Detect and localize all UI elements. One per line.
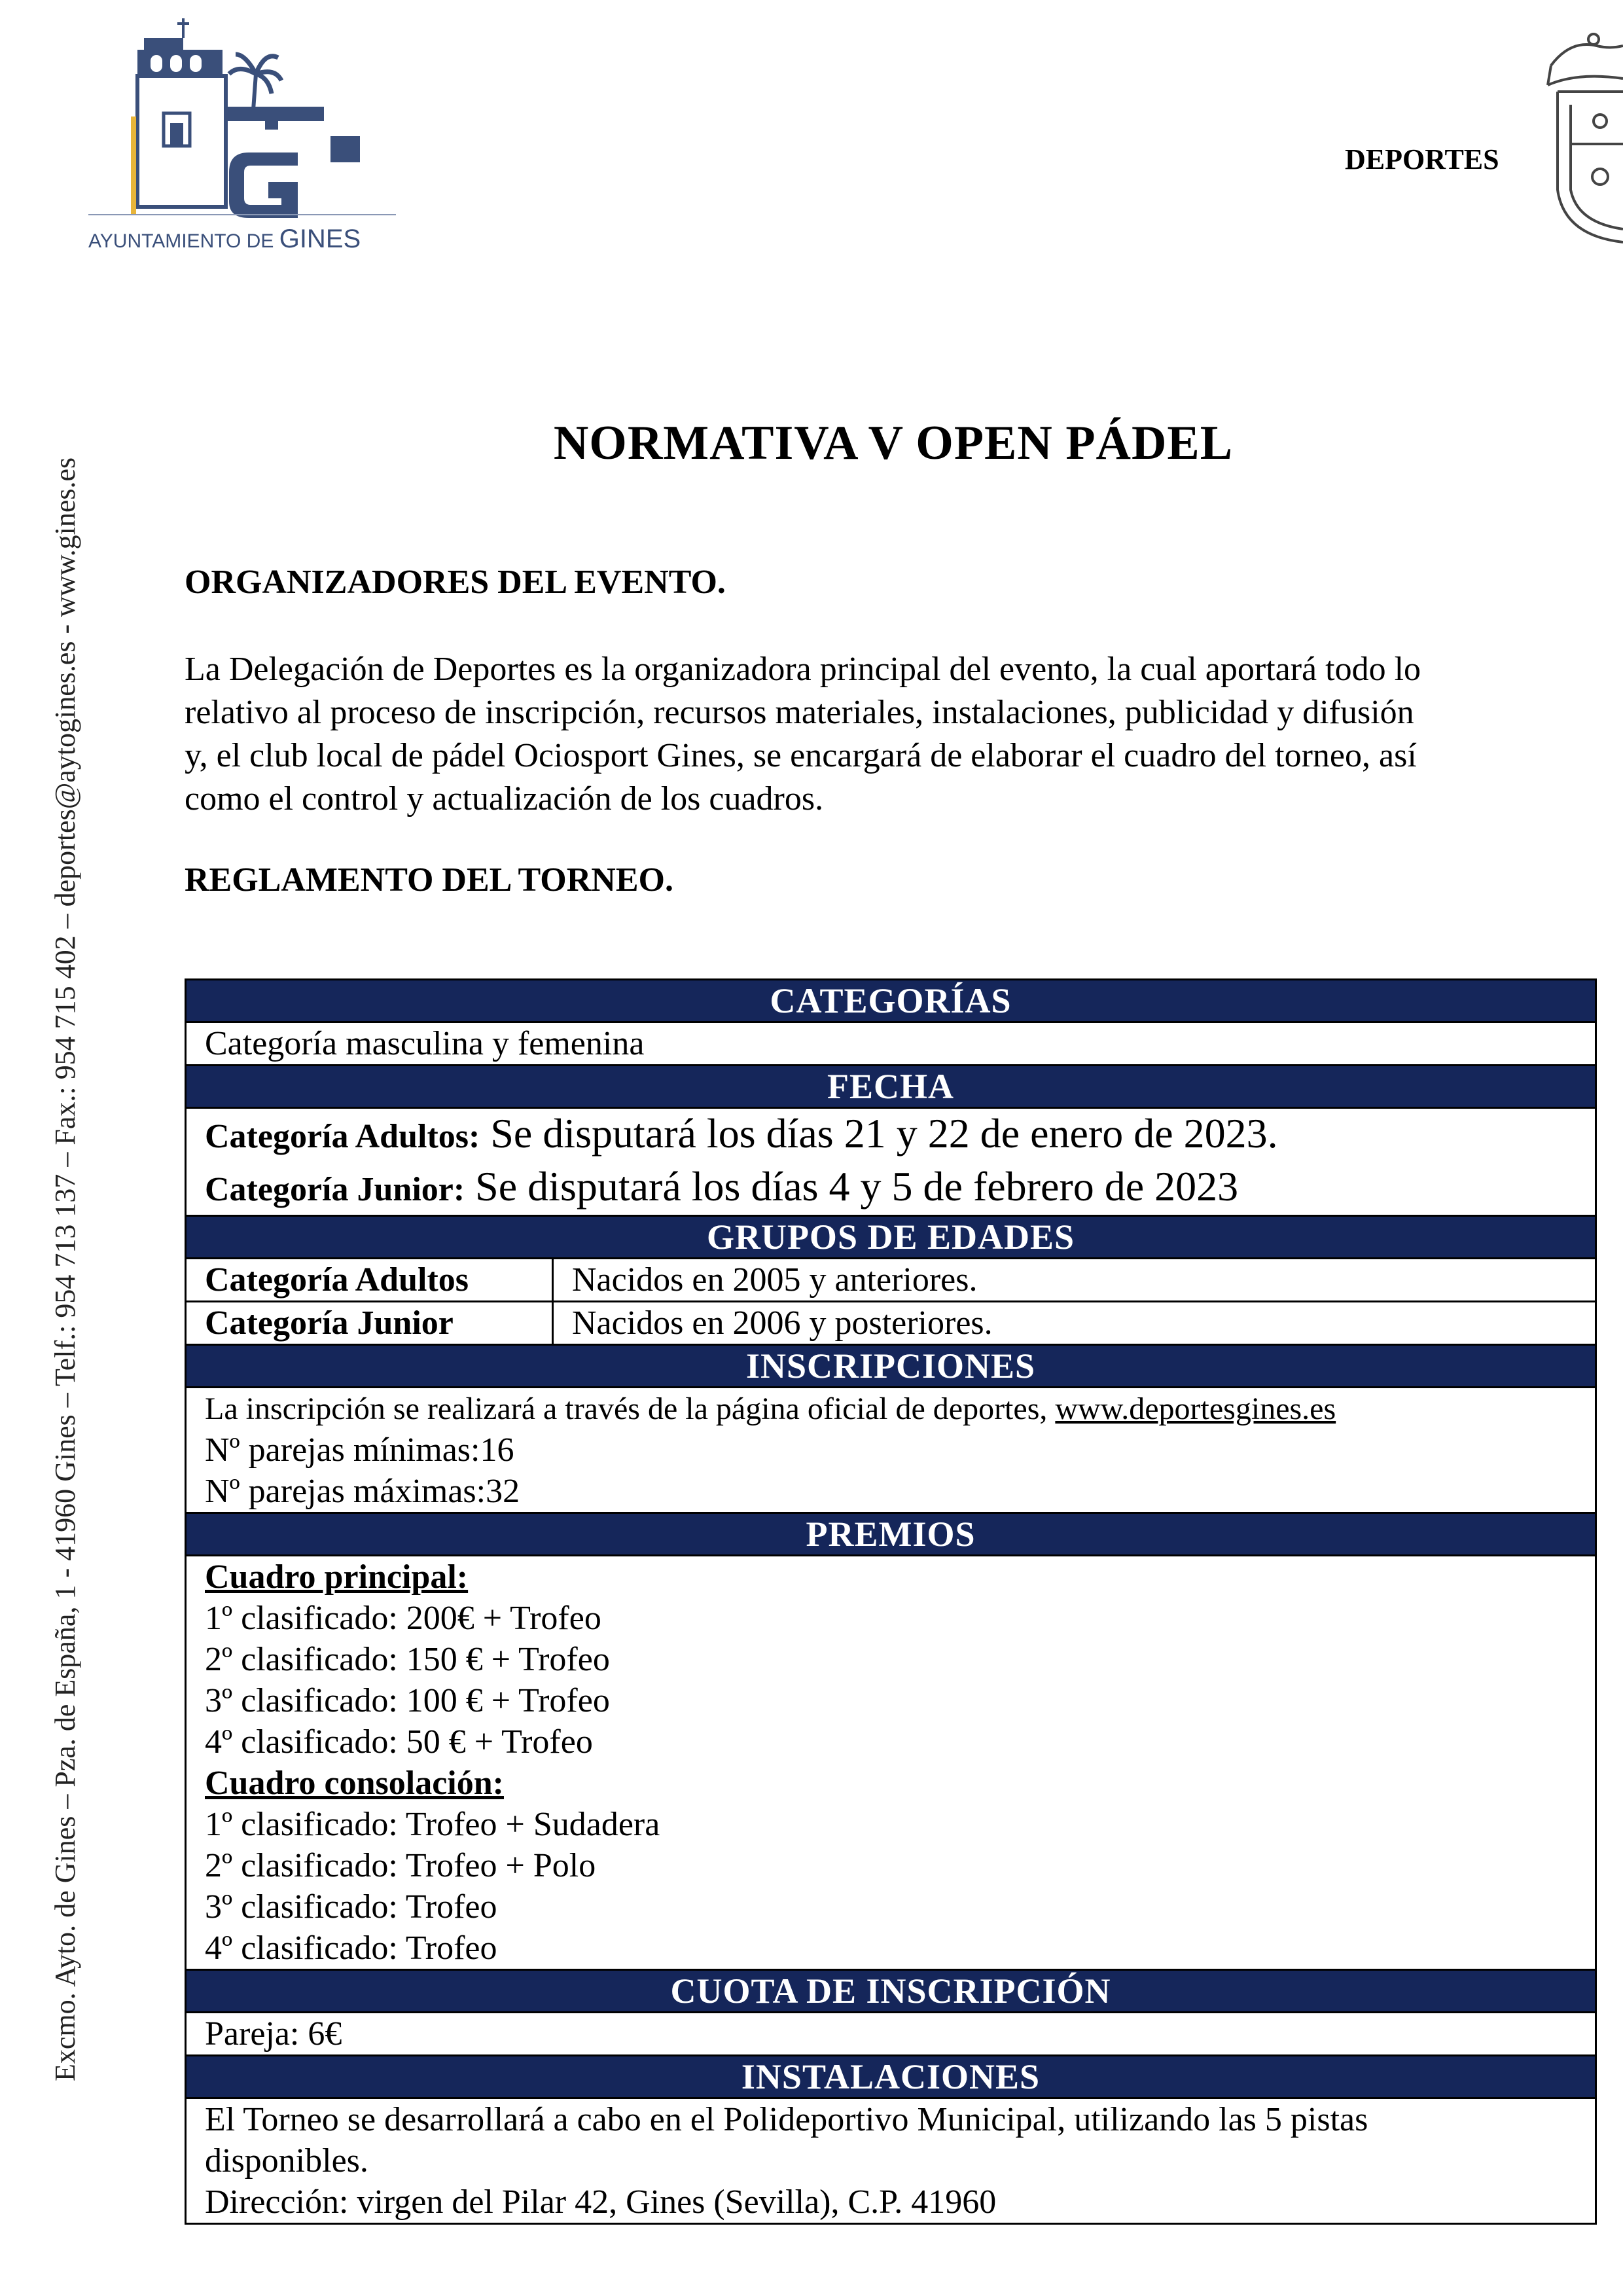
header-categorias: CATEGORÍAS [186,980,1596,1022]
premio-consolacion-2: 2º clasificado: Trofeo + Polo [205,1847,596,1884]
premio-principal-1: 1º clasificado: 200€ + Trofeo [205,1600,601,1637]
premio-principal-2: 2º clasificado: 150 € + Trofeo [205,1641,610,1678]
ayuntamiento-logo [82,12,409,260]
cuota-text: Pareja: 6€ [186,2013,1596,2056]
fecha-cell [186,1108,1596,1216]
inscripciones-max: Nº parejas máximas:32 [205,1473,520,1510]
inscripciones-text: La inscripción se realizará a través de la página oficial de deportes, [205,1391,1056,1426]
premios-consolacion-title: Cuadro consolación: [205,1765,504,1802]
instalaciones-text-3: Dirección: virgen del Pilar 42, Gines (Sevilla), C.P. 41960 [205,2183,997,2221]
section-heading-organizadores: ORGANIZADORES DEL EVENTO. [185,564,726,601]
instalaciones-text-1: El Torneo se desarrollará a cabo en el Polideportivo Municipal, utilizando las 5 pistas [205,2101,1368,2138]
instalaciones-text-2: disponibles. [205,2142,368,2179]
header-cuota: CUOTA DE INSCRIPCIÓN [186,1970,1596,2013]
premios-principal-title: Cuadro principal: [205,1558,469,1596]
premio-consolacion-3: 3º clasificado: Trofeo [205,1888,497,1926]
paragraph-organizadores: La Delegación de Deportes es la organizadora principal del evento, la cual aportará todo lo relativo al proceso de inscripción, recursos materiales, instalaciones, publicidad y difusión y, el club local de pádel Ociosport Gines, se encargará de elaborar el cuadro del torneo, así como el control y actualización de los cuadros. [185,651,1421,817]
sidebar-contact-text: Excmo. Ayto. de Gines – Pza. de España, 1 - 41960 Gines – Telf.: 954 713 137 – Fax.: 954 715 402 – deportes@aytogines.es - www.gines.es [49,457,81,2081]
premios-cell [186,1556,1596,1970]
header-grupos: GRUPOS DE EDADES [186,1216,1596,1259]
department-label: DEPORTES [1345,143,1499,175]
grupos-junior-value: Nacidos en 2006 y posteriores. [553,1302,1596,1345]
premio-principal-3: 3º clasificado: 100 € + Trofeo [205,1682,610,1719]
inscripciones-min: Nº parejas mínimas:16 [205,1431,514,1469]
grupos-junior-label: Categoría Junior [186,1302,553,1345]
premio-consolacion-1: 1º clasificado: Trofeo + Sudadera [205,1806,660,1843]
header-premios: PREMIOS [186,1513,1596,1556]
fecha-adultos-text: Se disputará los días 21 y 22 de enero de 2023. [480,1110,1278,1157]
rules-table [185,978,1597,2225]
header-inscripciones: INSCRIPCIONES [186,1345,1596,1388]
inscripciones-link[interactable]: www.deportesgines.es [1055,1391,1336,1426]
fecha-junior-label: Categoría Junior: [205,1171,465,1208]
coat-of-arms-crest [1544,26,1623,249]
svg-text:AYUNTAMIENTO DE GINES [88,224,361,253]
categorias-text: Categoría masculina y femenina [186,1022,1596,1066]
premio-principal-4: 4º clasificado: 50 € + Trofeo [205,1723,593,1761]
fecha-junior-text: Se disputará los días 4 y 5 de febrero de 2023 [465,1163,1239,1210]
instalaciones-cell [186,2098,1596,2224]
inscripciones-cell [186,1388,1596,1513]
grupos-adultos-value: Nacidos en 2005 y anteriores. [553,1259,1596,1302]
logo-caption-a: AYUNTAMIENTO DE [88,230,279,252]
premio-consolacion-4: 4º clasificado: Trofeo [205,1929,497,1967]
page-title: NORMATIVA V OPEN PÁDEL [553,416,1234,470]
fecha-adultos-label: Categoría Adultos: [205,1118,480,1155]
section-heading-reglamento: REGLAMENTO DEL TORNEO. [185,861,673,899]
grupos-adultos-label: Categoría Adultos [186,1259,553,1302]
logo-caption-b: GINES [279,224,361,253]
header-fecha: FECHA [186,1066,1596,1108]
header-instalaciones: INSTALACIONES [186,2056,1596,2098]
